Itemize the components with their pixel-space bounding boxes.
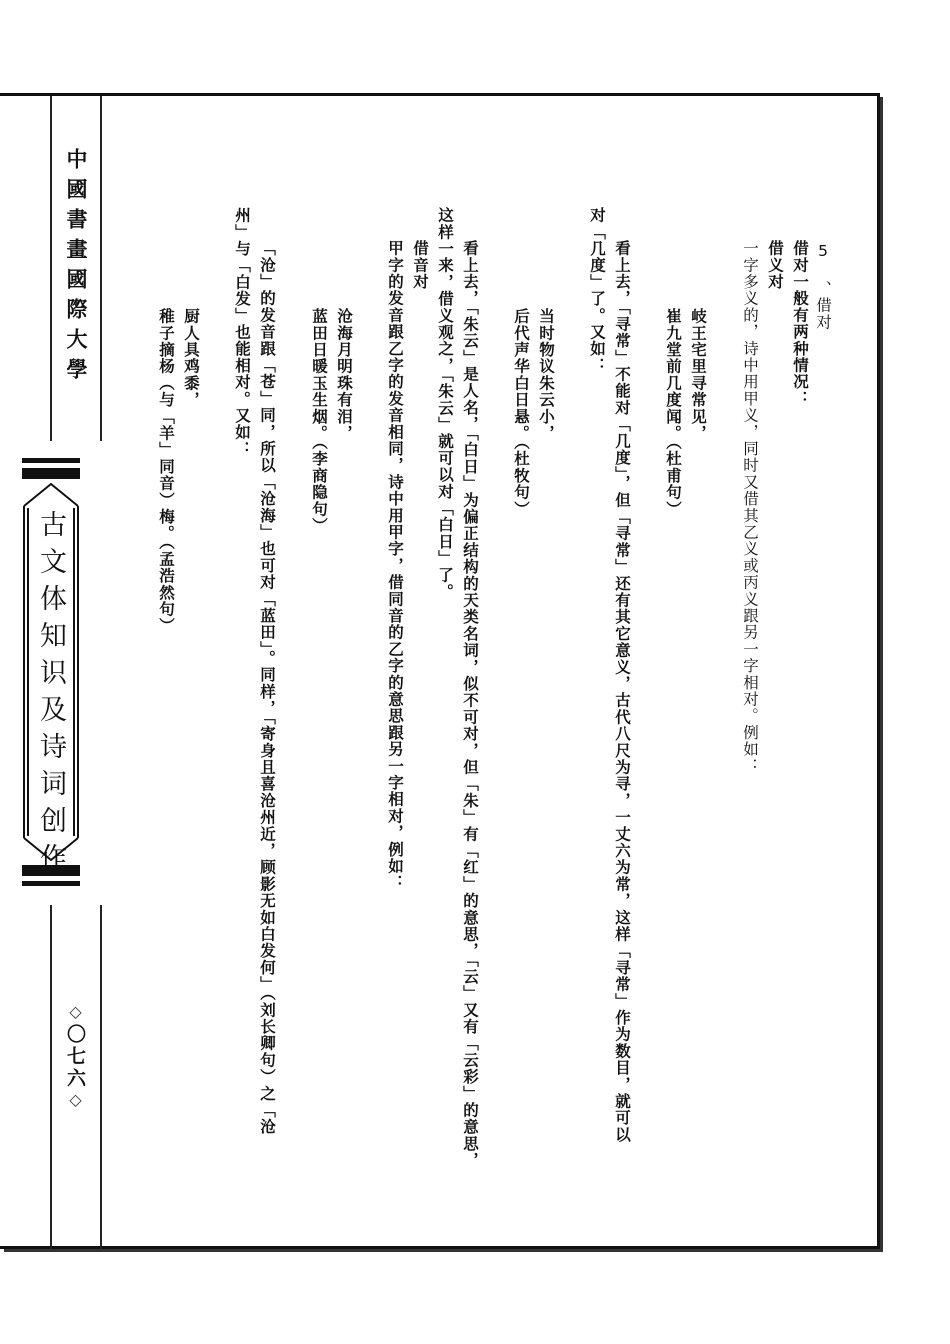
poem-line: 当时物议朱云小， xyxy=(537,308,555,442)
diamond-ornament: ◇ xyxy=(66,1090,85,1112)
poem-line: 厨人具鸡黍， xyxy=(182,308,200,409)
text-column: 对「几度」了。又如： xyxy=(588,207,606,374)
text-column: 看上去，「寻常」不能对「几度」，但「寻常」还有其它意义，古代八尺为寻，一丈六为常，这样「寻常」作为数目，就可以 xyxy=(613,240,631,1143)
poem-line: 崔九堂前几度闻。（杜甫句） xyxy=(664,308,682,518)
poem-line: 后代声华白日悬。（杜牧句） xyxy=(512,308,530,518)
section-heading: 借音对 xyxy=(411,240,429,291)
poem-line: 沧海月明珠有泪， xyxy=(335,308,353,442)
poem-line: 岐王宅里寻常见， xyxy=(689,308,707,442)
text-column: 看上去，「朱云」是人名，「白日」为偏正结构的天类名词，似不可对，但「朱」有「红」的意思，「云」又有「云彩」的意思， xyxy=(461,240,479,1169)
frame-shadow-bottom xyxy=(4,1249,883,1252)
book-title: 古文体知识及诗词创作 xyxy=(35,510,66,880)
series-title: 中國書畫國際大學 xyxy=(64,148,88,388)
frame-shadow-right xyxy=(880,97,883,1252)
text-column: 5 、借对 xyxy=(814,242,832,331)
text-column: 这样一来，借义观之，「朱云」就可以对「白日」了。 xyxy=(436,207,454,601)
spine-line xyxy=(50,96,52,441)
text-column: 一字多义的，诗中用甲义，同时又借其乙义或丙义跟另一字相对。例如： xyxy=(741,240,759,775)
diamond-ornament: ◇ xyxy=(66,1002,85,1024)
poem-line: 稚子摘杨（与「羊」同音）梅。（孟浩然句） xyxy=(157,308,175,635)
poem-line: 蓝田日暖玉生烟。（李商隐句） xyxy=(310,308,328,535)
page-number: 〇七六 xyxy=(64,1024,86,1090)
cartouche-bar xyxy=(22,881,80,886)
text-column: 州」与「白发」也能相对。又如： xyxy=(233,207,251,458)
text-column: 甲字的发音跟乙字的发音相同，诗中用甲字，借同音的乙字的意思跟另一字相对，例如： xyxy=(386,240,404,892)
text-column: 借义对 xyxy=(766,240,784,291)
spine-line xyxy=(100,905,102,1249)
text-column: 「沧」的发音跟「苍」同，所以「沧海」也可对「蓝田」。同样，「寄身且喜沧州近，顾影无如白发何」（刘长卿句）之「沧 xyxy=(258,240,276,1136)
spine-line xyxy=(50,905,52,1249)
spine-line xyxy=(100,96,102,441)
page-number-block xyxy=(62,1002,88,1112)
text-column: 借对一般有两种情况： xyxy=(791,240,809,407)
